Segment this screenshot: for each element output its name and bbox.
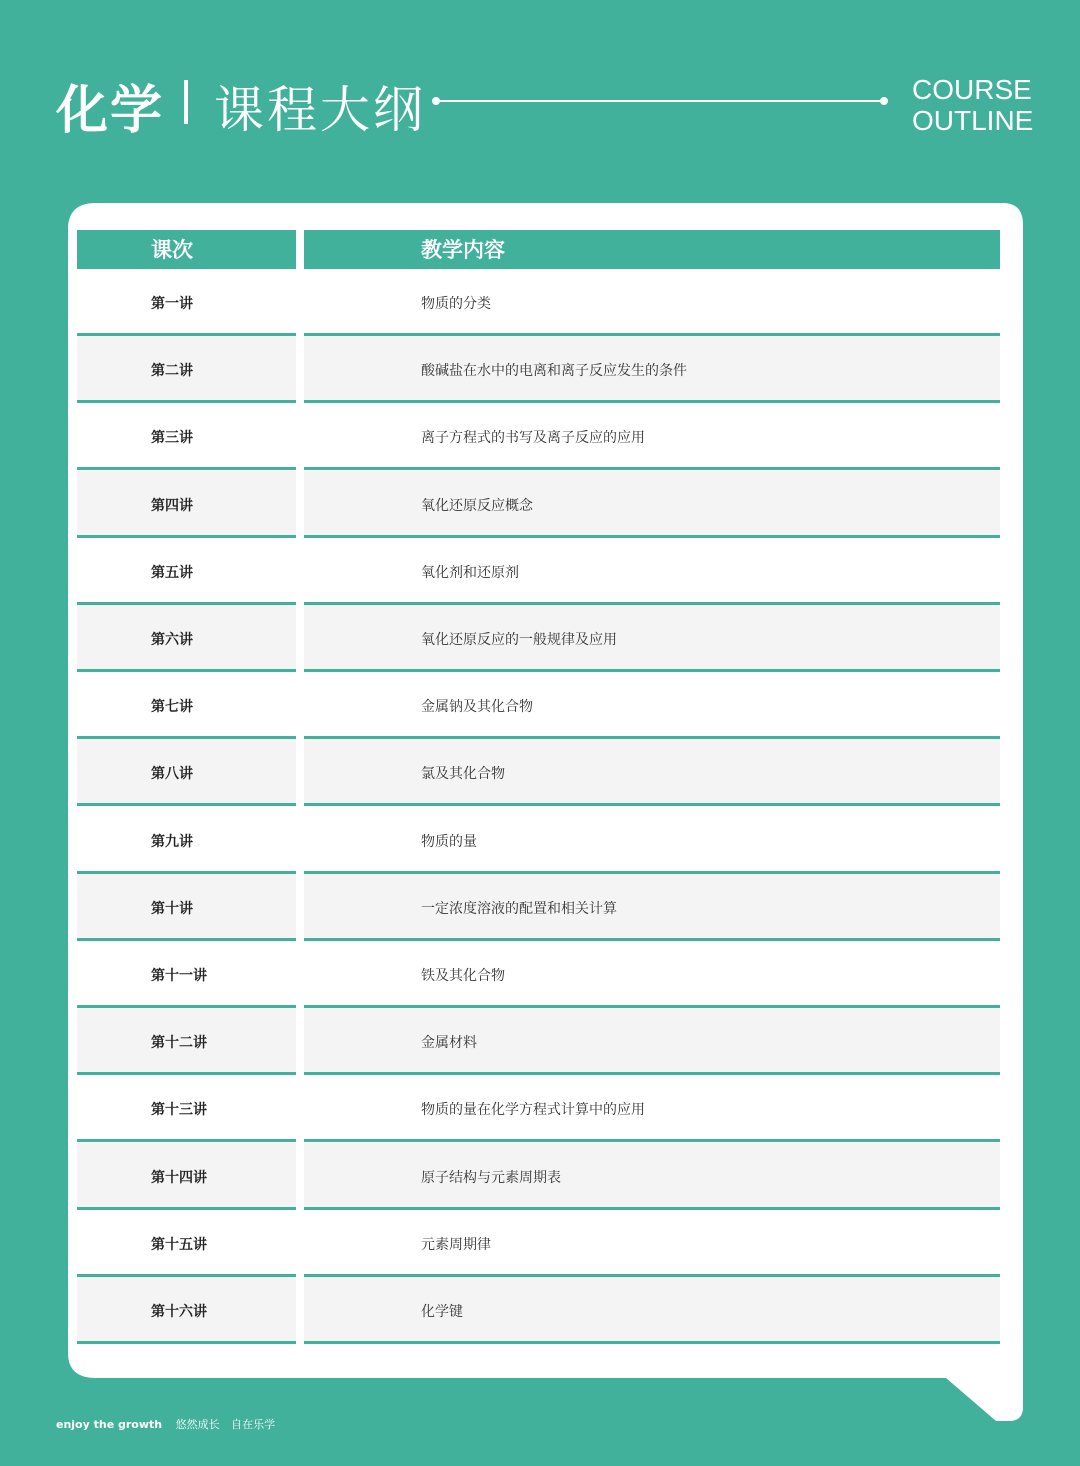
table-row xyxy=(56,874,1023,941)
content-label: 酸碱盐在水中的电离和离子反应发生的条件 xyxy=(421,363,687,380)
content-label: 物质的量 xyxy=(421,833,477,850)
content-label: 离子方程式的书写及离子反应的应用 xyxy=(421,430,645,447)
lesson-cell xyxy=(77,941,296,1005)
lesson-label: 第十讲 xyxy=(151,900,193,917)
content-cell xyxy=(304,1075,1000,1139)
page-title: 课程大纲 xyxy=(214,81,426,139)
row-divider xyxy=(304,1341,1000,1344)
lesson-label: 第九讲 xyxy=(151,833,193,850)
table-row xyxy=(56,403,1023,470)
content-cell xyxy=(304,1277,1000,1341)
content-cell xyxy=(304,1210,1000,1274)
lesson-cell xyxy=(77,403,296,467)
content-label: 物质的分类 xyxy=(421,296,491,312)
lesson-label: 第十二讲 xyxy=(151,1035,207,1052)
table-row xyxy=(56,1210,1023,1277)
content-cell xyxy=(304,336,1000,400)
divider-dot-right xyxy=(880,97,888,105)
table-row xyxy=(56,807,1023,874)
content-cell xyxy=(304,807,1000,871)
lesson-label: 第八讲 xyxy=(151,766,193,783)
lesson-label: 第十六讲 xyxy=(151,1304,207,1320)
footer xyxy=(56,1416,275,1432)
lesson-cell xyxy=(77,1008,296,1072)
table-row xyxy=(56,538,1023,605)
english-title-line2: OUTLINE xyxy=(912,105,1034,136)
table-row xyxy=(56,672,1023,739)
lesson-cell xyxy=(77,269,296,333)
content-cell xyxy=(304,1008,1000,1072)
lesson-cell xyxy=(77,1210,296,1274)
table-row xyxy=(56,1008,1023,1075)
lesson-label: 第二讲 xyxy=(151,363,193,380)
content-cell xyxy=(304,874,1000,938)
lesson-label: 第十五讲 xyxy=(151,1236,207,1253)
table-row xyxy=(56,739,1023,806)
footer-slogan-cn1: 悠然成长 xyxy=(175,1418,220,1431)
lesson-label: 第六讲 xyxy=(151,632,193,648)
content-label: 原子结构与元素周期表 xyxy=(421,1169,561,1186)
lesson-label: 第一讲 xyxy=(151,296,193,312)
lesson-cell xyxy=(77,672,296,736)
content-label: 铁及其化合物 xyxy=(421,968,505,984)
outline-card xyxy=(56,203,1023,1421)
lesson-label: 第十三讲 xyxy=(151,1102,207,1119)
lesson-label: 第四讲 xyxy=(151,497,193,514)
english-title-line1: COURSE xyxy=(912,74,1032,105)
footer-slogan-en: enjoy the growth xyxy=(56,1418,163,1431)
content-label: 化学键 xyxy=(421,1304,463,1320)
column-header-content-label: 教学内容 xyxy=(421,238,505,262)
content-cell xyxy=(304,538,1000,602)
lesson-cell xyxy=(77,538,296,602)
content-label: 物质的量在化学方程式计算中的应用 xyxy=(421,1102,645,1119)
content-label: 元素周期律 xyxy=(421,1236,491,1253)
lesson-cell xyxy=(77,336,296,400)
content-cell xyxy=(304,941,1000,1005)
lesson-cell xyxy=(77,1075,296,1139)
lesson-label: 第十四讲 xyxy=(151,1169,207,1186)
lesson-cell xyxy=(77,605,296,669)
content-label: 氧化剂和还原剂 xyxy=(421,564,519,581)
content-label: 一定浓度溶液的配置和相关计算 xyxy=(421,900,617,917)
lesson-cell xyxy=(77,874,296,938)
content-cell xyxy=(304,403,1000,467)
footer-slogan-cn2: 自在乐学 xyxy=(231,1418,276,1431)
content-label: 金属材料 xyxy=(421,1035,477,1052)
table-row xyxy=(56,605,1023,672)
content-cell xyxy=(304,605,1000,669)
subject-title: 化学 xyxy=(56,81,165,141)
content-cell xyxy=(304,739,1000,803)
header xyxy=(0,0,1080,200)
english-title xyxy=(912,74,1033,136)
table-row xyxy=(56,1075,1023,1142)
table-row xyxy=(56,1143,1023,1210)
lesson-cell xyxy=(77,807,296,871)
header-divider xyxy=(436,100,884,102)
table-row xyxy=(56,1277,1023,1344)
content-cell xyxy=(304,269,1000,333)
lesson-cell xyxy=(77,471,296,535)
lesson-label: 第七讲 xyxy=(151,699,193,716)
lesson-cell xyxy=(77,1143,296,1207)
content-cell xyxy=(304,471,1000,535)
content-label: 金属钠及其化合物 xyxy=(421,699,533,716)
lesson-label: 第三讲 xyxy=(151,430,193,447)
content-cell xyxy=(304,672,1000,736)
divider-dot-left xyxy=(432,97,440,105)
lesson-cell xyxy=(77,1277,296,1341)
content-label: 氧化还原反应的一般规律及应用 xyxy=(421,632,617,648)
column-header-content xyxy=(304,230,1000,269)
table-row xyxy=(56,269,1023,336)
content-label: 氧化还原反应概念 xyxy=(421,497,533,514)
content-label: 氯及其化合物 xyxy=(421,766,505,783)
table-row xyxy=(56,336,1023,403)
lesson-label: 第十一讲 xyxy=(151,968,207,984)
column-header-lesson-label: 课次 xyxy=(151,238,193,262)
title-separator xyxy=(184,80,188,124)
table-row xyxy=(56,471,1023,538)
content-cell xyxy=(304,1143,1000,1207)
lesson-cell xyxy=(77,739,296,803)
lesson-label: 第五讲 xyxy=(151,564,193,581)
row-divider xyxy=(77,1341,296,1344)
column-header-lesson xyxy=(77,230,296,269)
table-row xyxy=(56,941,1023,1008)
